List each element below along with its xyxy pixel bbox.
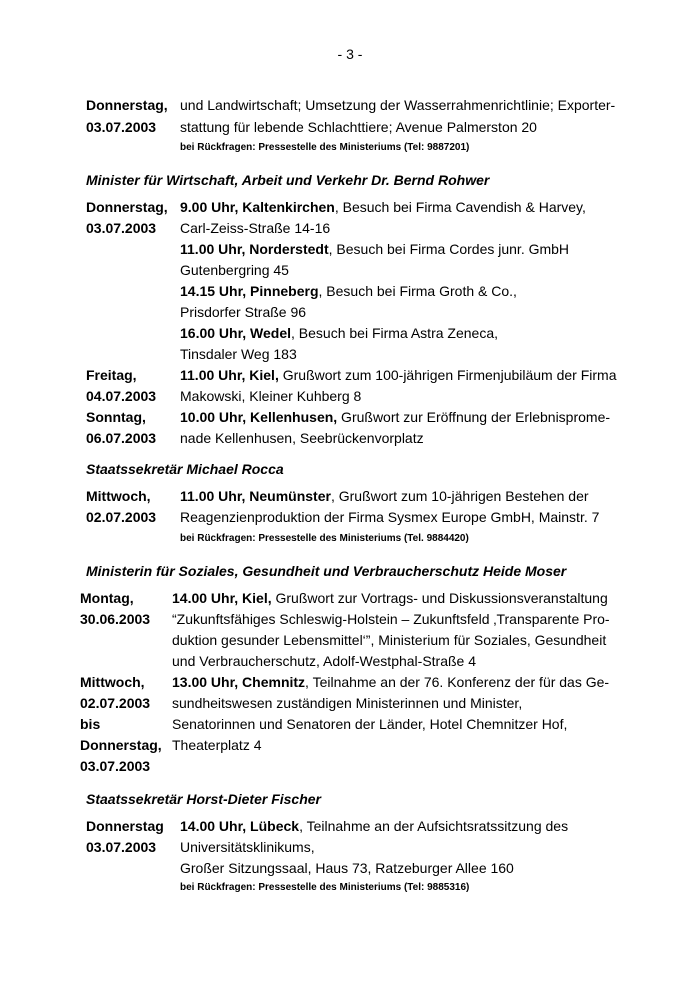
- entry-line: [172, 589, 608, 607]
- entry-text: stattung für lebende Schlachttiere; Avenue Palmerston 20: [180, 119, 537, 135]
- section-heading: Ministerin für Soziales, Gesundheit und Verbraucherschutz Heide Moser: [86, 563, 567, 579]
- entry-address: nade Kellenhusen, Seebrückenvorplatz: [180, 430, 424, 446]
- entry-text: Universitätsklinikums,: [180, 839, 315, 855]
- entry-text: Theaterplatz 4: [172, 737, 262, 753]
- section-heading: Staatssekretär Michael Rocca: [86, 461, 284, 477]
- date-day: Donnerstag,: [86, 199, 168, 215]
- entry-line: [180, 282, 517, 300]
- entry-line: [180, 817, 568, 835]
- entry-desc: Grußwort zum 100-jährigen Firmenjubiläum der Firma: [278, 367, 617, 383]
- entry-time-place: 10.00 Uhr, Kellenhusen,: [180, 409, 338, 425]
- date-day: Donnerstag,: [86, 97, 168, 113]
- date-date: 30.06.2003: [80, 611, 151, 627]
- entry-address: Makowski, Kleiner Kuhberg 8: [180, 388, 362, 404]
- section-heading: Staatssekretär Horst-Dieter Fischer: [86, 791, 321, 807]
- entry-text: Reagenzienproduktion der Firma Sysmex Europe GmbH, Mainstr. 7: [180, 509, 600, 525]
- date-date: 03.07.2003: [86, 220, 157, 236]
- entry-desc: , Besuch bei Firma Cordes junr. GmbH: [328, 241, 570, 257]
- date-date: 06.07.2003: [86, 430, 157, 446]
- date-date: 03.07.2003: [80, 758, 151, 774]
- entry-line: [180, 487, 589, 505]
- entry-desc: , Besuch bei Firma Astra Zeneca,: [291, 325, 498, 341]
- date-day: Mittwoch,: [86, 488, 151, 504]
- contact-note: bei Rückfragen: Pressestelle des Ministeriums (Tel. 9884420): [180, 533, 469, 544]
- date-day: Freitag,: [86, 367, 137, 383]
- entry-line: [172, 673, 609, 691]
- entry-text: “Zukunftsfähiges Schleswig-Holstein – Zukunftsfeld ‚Transparente Pro-: [172, 611, 610, 627]
- entry-desc: Grußwort zur Eröffnung der Erlebnisprome-: [337, 409, 611, 425]
- entry-time-place: 9.00 Uhr, Kaltenkirchen: [180, 199, 335, 215]
- entry-text: sundheitswesen zuständigen Ministerinnen und Minister,: [172, 695, 523, 711]
- date-day: Mittwoch,: [80, 674, 145, 690]
- page-number: - 3 -: [337, 46, 363, 62]
- entry-address: Großer Sitzungssaal, Haus 73, Ratzeburger Allee 160: [180, 860, 514, 876]
- entry-line: [180, 198, 586, 216]
- date-date: 04.07.2003: [86, 388, 157, 404]
- entry-address: Gutenbergring 45: [180, 262, 289, 278]
- entry-line: [180, 366, 617, 384]
- date-day: Sonntag,: [86, 409, 146, 425]
- contact-note: bei Rückfragen: Pressestelle des Ministeriums (Tel: 9887201): [180, 142, 470, 153]
- entry-text: und Landwirtschaft; Umsetzung der Wasserrahmenrichtlinie; Exporter-: [180, 97, 616, 113]
- entry-time-place: 14.00 Uhr, Kiel,: [172, 590, 272, 606]
- entry-desc: , Grußwort zum 10-jährigen Bestehen der: [330, 488, 589, 504]
- entry-desc: , Teilnahme an der Aufsichtsratssitzung des: [299, 818, 569, 834]
- date-date: 03.07.2003: [86, 839, 157, 855]
- date-range-bis: bis: [80, 716, 101, 732]
- entry-time-place: 11.00 Uhr, Kiel,: [180, 367, 279, 383]
- date-date: 03.07.2003: [86, 119, 157, 135]
- entry-address: Carl-Zeiss-Straße 14-16: [180, 220, 331, 236]
- entry-text: duktion gesunder Lebensmittel‘”, Ministerium für Soziales, Gesundheit: [172, 632, 607, 648]
- date-day: Donnerstag,: [80, 737, 162, 753]
- entry-desc: , Besuch bei Firma Cavendish & Harvey,: [334, 199, 586, 215]
- date-day: Donnerstag: [86, 818, 164, 834]
- entry-line: [180, 408, 610, 426]
- entry-time-place: 13.00 Uhr, Chemnitz: [172, 674, 306, 690]
- entry-time-place: 11.00 Uhr, Neumünster: [180, 488, 331, 504]
- entry-desc: , Besuch bei Firma Groth & Co.,: [318, 283, 517, 299]
- date-date: 02.07.2003: [86, 509, 157, 525]
- date-date: 02.07.2003: [80, 695, 151, 711]
- entry-address: Tinsdaler Weg 183: [180, 346, 297, 362]
- entry-time-place: 14.15 Uhr, Pinneberg: [180, 283, 319, 299]
- entry-desc: Grußwort zur Vortrags- und Diskussionsveranstaltung: [271, 590, 608, 606]
- contact-note: bei Rückfragen: Pressestelle des Ministeriums (Tel: 9885316): [180, 882, 470, 893]
- entry-desc: , Teilnahme an der 76. Konferenz der für das Ge-: [305, 674, 610, 690]
- entry-time-place: 11.00 Uhr, Norderstedt: [180, 241, 329, 257]
- entry-address: Prisdorfer Straße 96: [180, 304, 307, 320]
- entry-text: und Verbraucherschutz, Adolf-Westphal-Straße 4: [172, 653, 477, 669]
- entry-line: [180, 240, 569, 258]
- section-heading: Minister für Wirtschaft, Arbeit und Verkehr Dr. Bernd Rohwer: [86, 172, 490, 188]
- entry-time-place: 14.00 Uhr, Lübeck: [180, 818, 300, 834]
- date-day: Montag,: [80, 590, 134, 606]
- entry-text: Senatorinnen und Senatoren der Länder, Hotel Chemnitzer Hof,: [172, 716, 568, 732]
- entry-line: [180, 324, 498, 342]
- entry-time-place: 16.00 Uhr, Wedel: [180, 325, 292, 341]
